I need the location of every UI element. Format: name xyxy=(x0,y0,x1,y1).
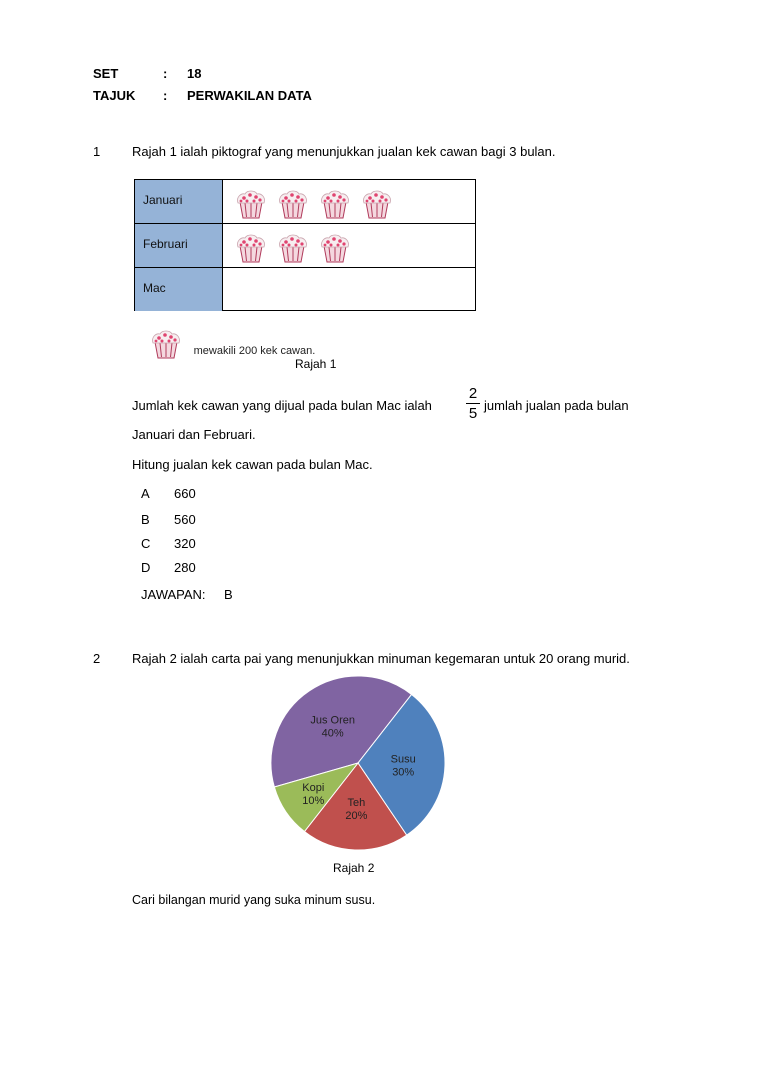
option-letter: D xyxy=(141,560,151,575)
pictograph-row-februari xyxy=(135,224,475,268)
pie-slice-label: 20% xyxy=(345,810,368,823)
cupcake-group xyxy=(233,188,401,220)
fraction-bar xyxy=(466,403,480,404)
pie-slice-label: 40% xyxy=(321,727,344,740)
cupcake-icon xyxy=(275,188,311,220)
figure-caption-1: Rajah 1 xyxy=(295,357,337,371)
set-value: 18 xyxy=(187,66,202,81)
pie-slice-name: Jus Oren xyxy=(310,714,356,727)
q1-text: Rajah 1 ialah piktograf yang menunjukkan jualan kek cawan bagi 3 bulan. xyxy=(132,144,556,159)
q2-number: 2 xyxy=(93,651,101,666)
pie-slice-name: Kopi xyxy=(302,782,325,795)
figure-caption-2: Rajah 2 xyxy=(333,861,375,875)
pie-slice-name: Susu xyxy=(390,753,416,766)
q1-statement-part1: Jumlah kek cawan yang dijual pada bulan Mac ialah xyxy=(132,398,432,413)
option-value: 320 xyxy=(174,536,196,551)
pie-slice-label: 30% xyxy=(392,766,415,779)
cupcake-icon xyxy=(233,188,269,220)
fraction-numerator: 2 xyxy=(468,385,478,402)
cupcake-icon xyxy=(275,232,311,264)
set-label: SET xyxy=(93,66,119,81)
q2-ask: Cari bilangan murid yang suka minum susu. xyxy=(132,893,376,907)
answer-value: B xyxy=(224,587,233,602)
option-value: 560 xyxy=(174,512,196,527)
answer-label: JAWAPAN: xyxy=(141,587,206,602)
q1-statement-part2: jumlah jualan pada bulan xyxy=(484,398,629,413)
key-text: mewakili 200 kek cawan. xyxy=(193,345,316,357)
pictograph-row-mac xyxy=(135,268,475,311)
cupcake-icon xyxy=(148,328,184,360)
option-letter: A xyxy=(141,486,150,501)
pictograph-label: Februari xyxy=(135,224,223,267)
cupcake-icon xyxy=(233,232,269,264)
pictograph-key xyxy=(148,328,315,360)
pie-chart xyxy=(268,673,448,853)
q1-number: 1 xyxy=(93,144,101,159)
option-letter: C xyxy=(141,536,151,551)
cupcake-group xyxy=(233,232,359,264)
tajuk-value: PERWAKILAN DATA xyxy=(187,88,312,103)
pictograph-label: Januari xyxy=(135,180,223,223)
fraction-denominator: 5 xyxy=(468,405,478,422)
pie-slice-name: Teh xyxy=(347,797,366,810)
cupcake-icon xyxy=(359,188,395,220)
option-value: 280 xyxy=(174,560,196,575)
tajuk-label: TAJUK xyxy=(93,88,136,103)
cupcake-icon xyxy=(317,232,353,264)
cupcake-icon xyxy=(317,188,353,220)
pictograph-label: Mac xyxy=(135,268,223,311)
pie-slice-label: 10% xyxy=(302,795,325,808)
option-letter: B xyxy=(141,512,150,527)
pictograph-row-januari xyxy=(135,180,475,224)
fraction xyxy=(466,385,480,422)
q1-ask: Hitung jualan kek cawan pada bulan Mac. xyxy=(132,457,373,472)
q1-statement-line2: Januari dan Februari. xyxy=(132,427,256,442)
set-colon: : xyxy=(163,66,168,81)
tajuk-colon: : xyxy=(163,88,168,103)
pictograph-table xyxy=(134,179,476,311)
q2-text: Rajah 2 ialah carta pai yang menunjukkan minuman kegemaran untuk 20 orang murid. xyxy=(132,651,630,666)
option-value: 660 xyxy=(174,486,196,501)
